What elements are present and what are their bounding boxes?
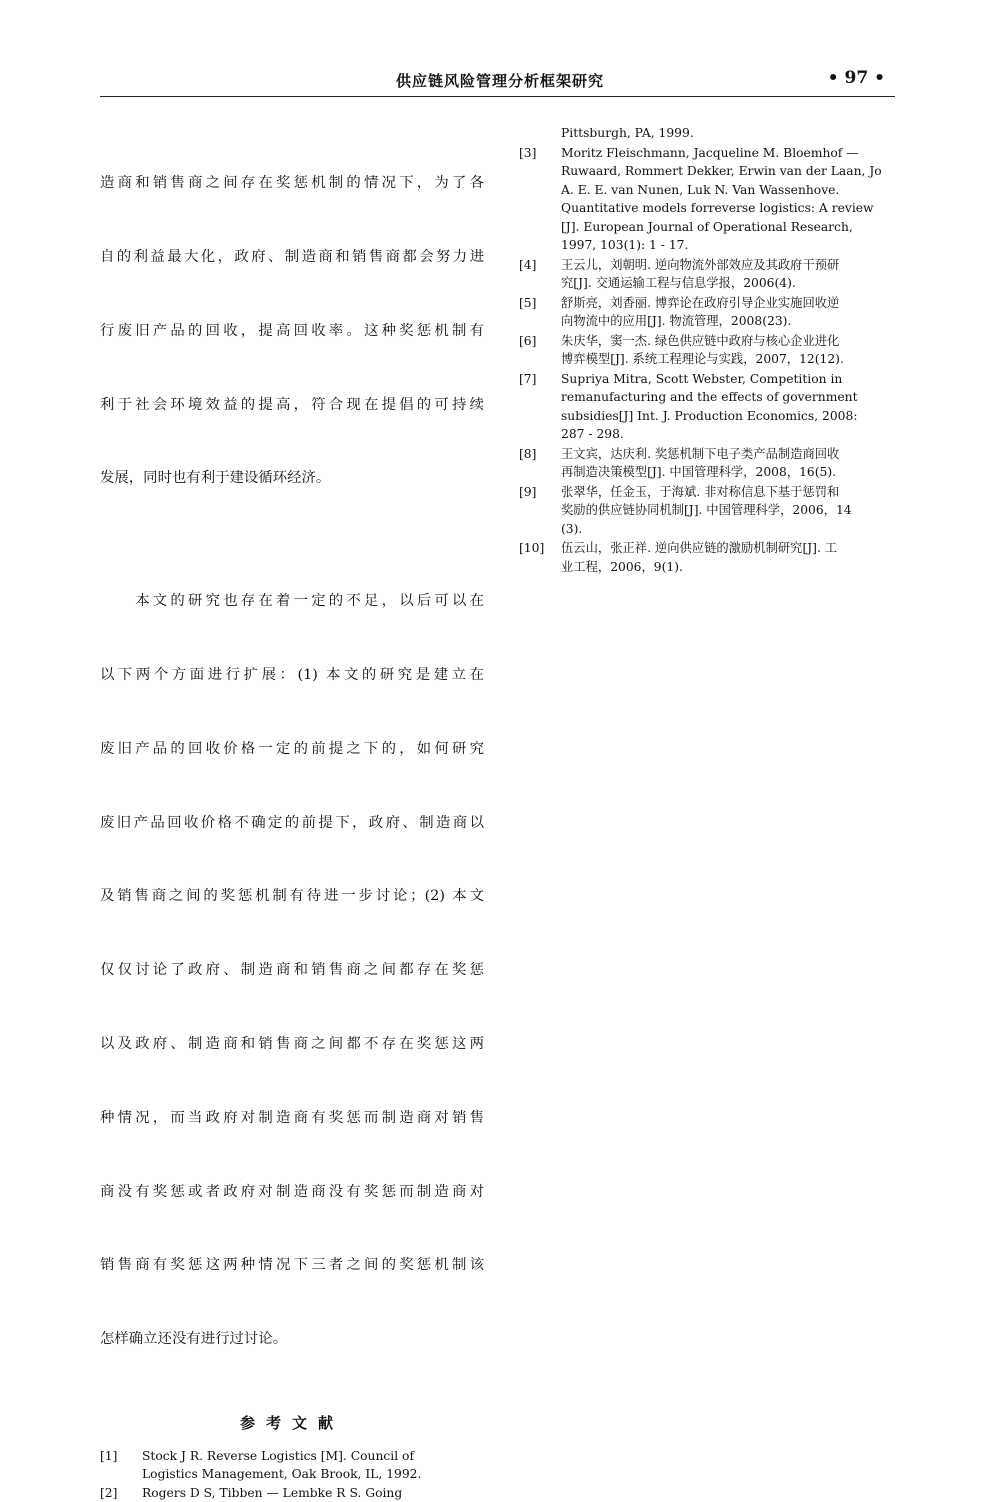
reference-line: [J]. European Journal of Operational Research, <box>561 219 853 234</box>
reference-line: 287 - 298. <box>561 427 624 441</box>
reference-2-continued <box>519 124 903 143</box>
reference-line: 伍云山，张正祥. 逆向供应链的激励机制研究[J]. 工 <box>561 541 838 555</box>
reference-text <box>561 539 903 576</box>
reference-text <box>561 445 903 482</box>
reference-line: 博弈模型[J]. 系统工程理论与实践，2007，12(12). <box>561 352 844 366</box>
text-line: 仅仅讨论了政府、制造商和销售商之间都存在奖惩 <box>100 962 484 979</box>
reference-line: Pittsburgh, PA, 1999. <box>561 126 694 140</box>
reference-number: [8] <box>519 446 537 461</box>
reference-10 <box>519 539 903 576</box>
text-line: 以下两个方面进行扩展：(1) 本文的研究是建立在 <box>100 667 484 684</box>
reference-text <box>561 256 903 293</box>
text-line: 造商和销售商之间存在奖惩机制的情况下，为了各 <box>100 175 484 192</box>
text-line: 及销售商之间的奖惩机制有待进一步讨论；(2) 本文 <box>100 888 484 905</box>
reference-line: 奖励的供应链协同机制[J]. 中国管理科学，2006，14 <box>561 503 852 517</box>
reference-number <box>519 124 561 143</box>
reference-number: [5] <box>519 295 537 310</box>
reference-line: 1997, 103(1): 1 - 17. <box>561 238 689 252</box>
reference-8 <box>519 445 903 482</box>
running-header <box>100 68 895 96</box>
references-heading: 参考文献 <box>239 1413 344 1432</box>
reference-line: A. E. E. van Nunen, Luk N. Van Wassenhove. <box>561 182 840 197</box>
paragraph-conclusion <box>100 122 484 540</box>
reference-text <box>561 483 903 539</box>
reference-text <box>561 370 903 444</box>
reference-number: [1] <box>100 1448 118 1463</box>
text-line: 商没有奖惩或者政府对制造商没有奖惩而制造商对 <box>100 1183 484 1200</box>
reference-line: subsidies[J] Int. J. Production Economics, 2008: <box>561 408 858 423</box>
reference-line: Stock J R. Reverse Logistics [M]. Council of <box>142 1448 415 1463</box>
reference-9 <box>519 483 903 539</box>
reference-number: [10] <box>519 541 545 555</box>
reference-line: 向物流中的应用[J]. 物流管理，2008(23). <box>561 314 792 328</box>
reference-line: Rogers D S, Tibben — Lembke R S. Going <box>142 1485 403 1500</box>
reference-text <box>561 144 903 255</box>
text-line: 种情况，而当政府对制造商有奖惩而制造商对销售 <box>100 1109 484 1126</box>
left-column <box>100 122 484 1502</box>
paragraph-limitations <box>100 540 484 1401</box>
reference-7 <box>519 370 903 444</box>
reference-line: Logistics Management, Oak Brook, IL, 1992. <box>142 1467 422 1482</box>
reference-1 <box>100 1447 484 1484</box>
reference-line: 张翠华，任金玉，于海斌. 非对称信息下基于惩罚和 <box>561 484 840 499</box>
reference-text <box>142 1484 484 1502</box>
reference-line: Ruwaard, Rommert Dekker, Erwin van der Laan, Jo <box>561 164 882 178</box>
reference-number: [4] <box>519 257 537 272</box>
reference-line: Quantitative models forreverse logistics: A review <box>561 201 874 215</box>
reference-number: [9] <box>519 484 537 499</box>
reference-line: 王文宾，达庆利. 奖惩机制下电子类产品制造商回收 <box>561 446 840 461</box>
right-column <box>519 124 903 577</box>
reference-line: 朱庆华，窦一杰. 绿色供应链中政府与核心企业进化 <box>561 333 840 348</box>
reference-number: [6] <box>519 333 537 348</box>
reference-line: 业工程，2006，9(1). <box>561 559 683 574</box>
text-line: 行废旧产品的回收，提高回收率。这种奖惩机制有 <box>100 322 484 339</box>
reference-text <box>142 1447 484 1484</box>
reference-line: 究[J]. 交通运输工程与信息学报，2006(4). <box>561 276 796 290</box>
text-line: 废旧产品回收价格不确定的前提下，政府、制造商以 <box>100 814 484 831</box>
text-line: 废旧产品的回收价格一定的前提之下的，如何研究 <box>100 740 484 757</box>
header-rule <box>100 96 895 97</box>
reference-6 <box>519 332 903 369</box>
reference-number: [7] <box>519 371 537 386</box>
reference-text <box>561 332 903 369</box>
text-line: 利于社会环境效益的提高，符合现在提倡的可持续 <box>100 396 484 413</box>
text-line: 以及政府、制造商和销售商之间都不存在奖惩这两 <box>100 1035 484 1052</box>
running-title: 供应链风险管理分析框架研究 <box>396 72 605 90</box>
reference-line: remanufacturing and the effects of government <box>561 390 858 404</box>
text-line: 销售商有奖惩这两种情况下三者之间的奖惩机制该 <box>100 1257 484 1274</box>
text-line: 自的利益最大化，政府、制造商和销售商都会努力进 <box>100 248 484 265</box>
reference-line: 舒斯亮，刘香丽. 博弈论在政府引导企业实施回收逆 <box>561 295 840 310</box>
reference-number: [2] <box>100 1485 118 1500</box>
reference-line: Supriya Mitra, Scott Webster, Competition in <box>561 371 843 386</box>
reference-number: [3] <box>519 145 537 160</box>
text-line: 本文的研究也存在着一定的不足，以后可以在 <box>100 593 484 610</box>
reference-2 <box>100 1484 484 1502</box>
text-line: 发展，同时也有利于建设循环经济。 <box>100 470 331 487</box>
reference-4 <box>519 256 903 293</box>
reference-text <box>561 294 903 331</box>
reference-5 <box>519 294 903 331</box>
text-line: 怎样确立还没有进行过讨论。 <box>100 1331 288 1348</box>
reference-line: Moritz Fleischmann, Jacqueline M. Bloemhof — <box>561 145 859 160</box>
reference-line: (3). <box>561 521 583 536</box>
page-number: • 97 • <box>827 68 885 88</box>
reference-text <box>561 124 903 143</box>
reference-3 <box>519 144 903 255</box>
reference-line: 再制造决策模型[J]. 中国管理科学，2008，16(5). <box>561 465 837 479</box>
reference-line: 王云儿，刘朝明. 逆向物流外部效应及其政府干预研 <box>561 257 840 272</box>
